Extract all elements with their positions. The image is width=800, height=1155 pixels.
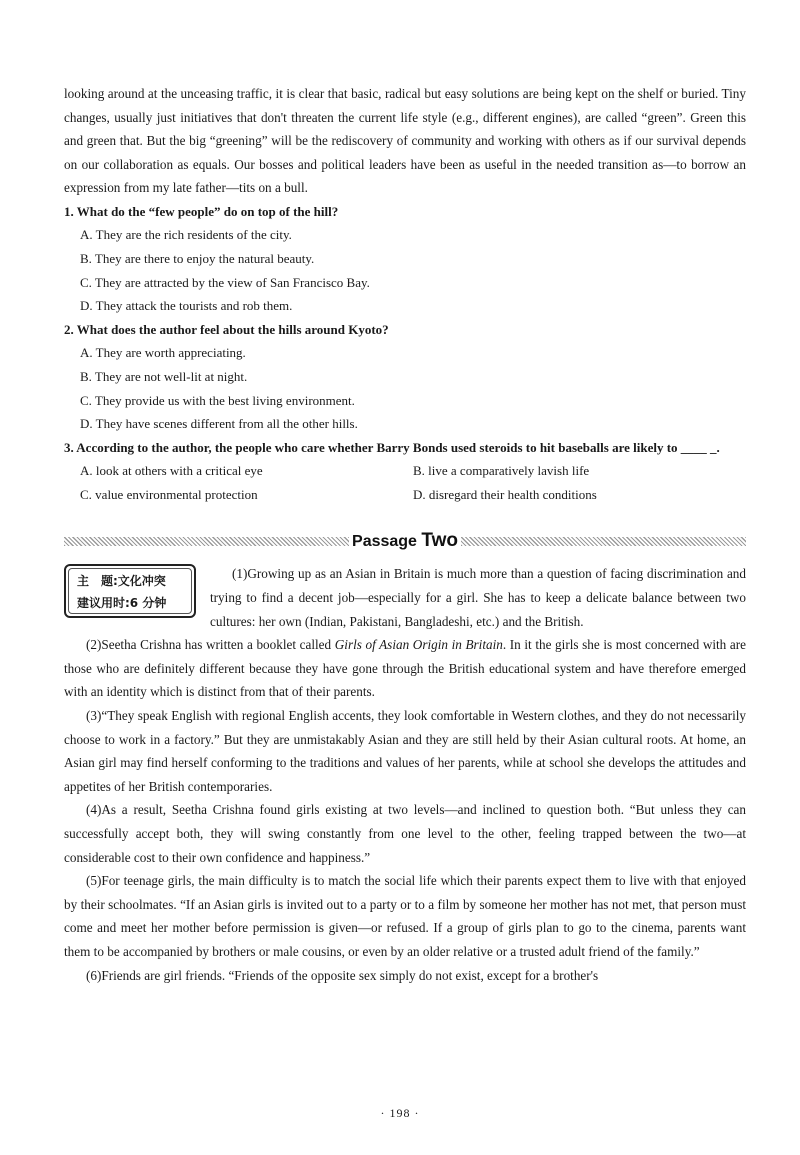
passage-title bbox=[349, 530, 461, 552]
hatch-divider-right bbox=[461, 537, 746, 546]
option-d: D. They attack the tourists and rob them. bbox=[80, 298, 293, 314]
option-d: D. They have scenes different from all the other hills. bbox=[80, 416, 358, 432]
option-b: B. live a comparatively lavish life bbox=[413, 463, 590, 479]
option-a: A. They are worth appreciating. bbox=[80, 345, 246, 361]
paragraph-1-block bbox=[64, 562, 746, 633]
paragraph-6: (6)Friends are girl friends. “Friends of the opposite sex simply do not exist, except for a brother's bbox=[86, 967, 599, 983]
question-3 bbox=[64, 436, 746, 507]
paragraph-2 bbox=[64, 633, 746, 704]
intro-paragraph: looking around at the unceasing traffic, it is clear that basic, radical but easy solutions are being kept on the shelf or buried. Tiny changes, usually just initiatives that don't threaten the current life style (e.g., different engines), are called “green”. Green this and green that. But the big “greening” will be the rediscovery of community and working with others as if our survival depends on our collaboration as equals. Our bosses and political leaders have been as useful in the needed transition as—to borrow an expression from my late father—tits on a bull. bbox=[64, 86, 746, 196]
option-c: C. They are attracted by the view of San Francisco Bay. bbox=[80, 274, 370, 290]
option-b: B. They are not well-lit at night. bbox=[80, 368, 248, 384]
topic-line: 主 题:文化冲突 bbox=[77, 574, 166, 589]
hatch-divider-left bbox=[64, 537, 349, 546]
passage-title-first: Passage bbox=[352, 533, 417, 551]
page-number: · 198 · bbox=[380, 1106, 420, 1120]
time-line: 建议用时:6 分钟 bbox=[77, 596, 167, 611]
booklet-title: Girls of Asian Origin in Britain bbox=[334, 637, 503, 653]
passage-title-second: Two bbox=[421, 530, 458, 552]
option-a: A. look at others with a critical eye bbox=[80, 463, 263, 479]
passage-heading bbox=[64, 528, 746, 554]
paragraph-3: (3)“They speak English with regional English accents, they look comfortable in Western clothes, and they do not necessarily choose to work in a factory.” But they are unmistakably Asian and they are still held by their Asian cultural roots. At home, an Asian girl may find herself conforming to the traditions and values of her parents, while at school she develops the attitudes and appetites of her British contemporaries. bbox=[64, 707, 746, 794]
page-content bbox=[64, 82, 746, 987]
topic-box bbox=[64, 564, 196, 618]
option-c: C. They provide us with the best living environment. bbox=[80, 392, 355, 408]
question-text: 3. According to the author, the people who care whether Barry Bonds used steroids to hit baseballs are likely to ____ _. bbox=[64, 439, 720, 455]
question-2 bbox=[64, 318, 746, 436]
paragraph-5: (5)For teenage girls, the main difficulty is to match the social life which their parents expect them to live with that enjoyed by their schoolmates. “If an Asian girls is invited out to a party or to a film by someone her mother has not met, that person must come and meet her mother before permission is given—or refused. If a group of girls plan to go to the cinema, parents want them to be accompanied by brothers or male cousins, or even by an older relative or a trusted adult friend of the family.” bbox=[64, 873, 746, 959]
question-text: 1. What do the “few people” do on top of the hill? bbox=[64, 203, 339, 219]
paragraph-2-start: (2)Seetha Crishna has written a booklet called bbox=[86, 637, 335, 653]
paragraph-2-end: . In it the girls she is most concerned with are those who are definitely different because they have gone through the British educational system and have therefore emerged with an identity which is distinct from that of their parents. bbox=[64, 637, 746, 700]
paragraph-1: (1)Growing up as an Asian in Britain is much more than a question of facing discrimination and trying to find a decent job—especially for a girl. She has to keep a delicate balance between two cultures: her own (Indian, Pakistani, Bangladeshi, etc.) and the British. bbox=[210, 566, 746, 629]
option-c: C. value environmental protection bbox=[80, 486, 258, 502]
question-text: 2. What does the author feel about the hills around Kyoto? bbox=[64, 321, 389, 337]
option-d: D. disregard their health conditions bbox=[413, 486, 597, 502]
question-1 bbox=[64, 200, 746, 318]
option-a: A. They are the rich residents of the city. bbox=[80, 227, 292, 243]
paragraph-4: (4)As a result, Seetha Crishna found girls existing at two levels—and inclined to question both. “But unless they can successfully accept both, they will swing constantly from one level to the other, feeling trapped between the two—at considerable cost to their own confidence and happiness.” bbox=[64, 802, 746, 865]
option-b: B. They are there to enjoy the natural beauty. bbox=[80, 251, 315, 267]
